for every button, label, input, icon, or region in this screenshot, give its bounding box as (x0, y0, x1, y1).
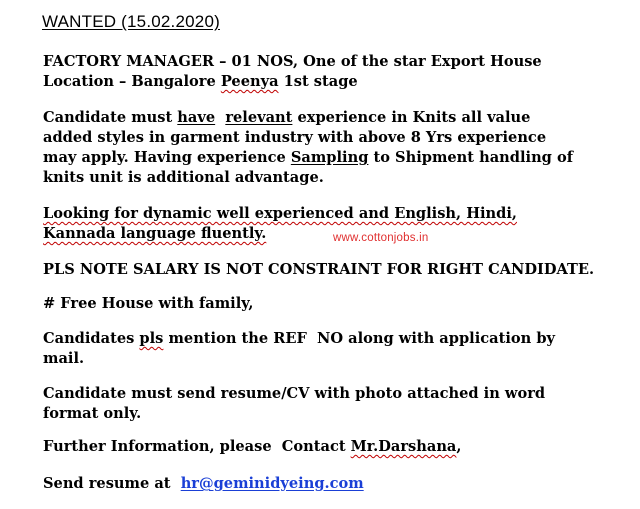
requirements-line-3: may apply. Having experience Sampling to Shipment handling of (43, 149, 573, 166)
requirements-line-4: knits unit is additional advantage. (43, 169, 324, 186)
ref-paragraph (43, 329, 555, 369)
ref-line-2: mail. (43, 350, 85, 367)
contact-line: Further Information, please Contact Mr.Darshana, (43, 438, 462, 455)
position-paragraph (43, 52, 542, 92)
looking-paragraph (43, 204, 517, 244)
watermark-text: www.cottonjobs.in (333, 232, 429, 244)
send-line: Send resume at hr@geminidyeing.com (43, 475, 364, 492)
benefit-note: # Free House with family, (43, 295, 254, 312)
looking-line-1: Looking for dynamic well experienced and English, Hindi, (43, 205, 517, 222)
salary-note: PLS NOTE SALARY IS NOT CONSTRAINT FOR RIGHT CANDIDATE. (43, 261, 595, 278)
resume-paragraph (43, 384, 545, 424)
email-link[interactable]: hr@geminidyeing.com (180, 475, 364, 492)
requirements-paragraph (43, 108, 573, 188)
ad-title: WANTED (15.02.2020) (42, 12, 220, 31)
requirements-line-2: added styles in garment industry with above 8 Yrs experience (43, 129, 547, 146)
resume-line-2: format only. (43, 405, 142, 422)
looking-line-2: Kannada language fluently. (43, 225, 267, 242)
contact-name: Mr.Darshana (350, 438, 457, 455)
ref-line-1: Candidates pls mention the REF NO along with application by (43, 330, 555, 347)
resume-line-1: Candidate must send resume/CV with photo attached in word (43, 385, 546, 402)
requirements-line-1: Candidate must have relevant experience in Knits all value (43, 109, 531, 126)
position-line: FACTORY MANAGER – 01 NOS, One of the star Export House (43, 53, 542, 70)
location-line: Location – Bangalore Peenya 1st stage (43, 73, 358, 90)
location-place: Peenya (220, 73, 279, 90)
